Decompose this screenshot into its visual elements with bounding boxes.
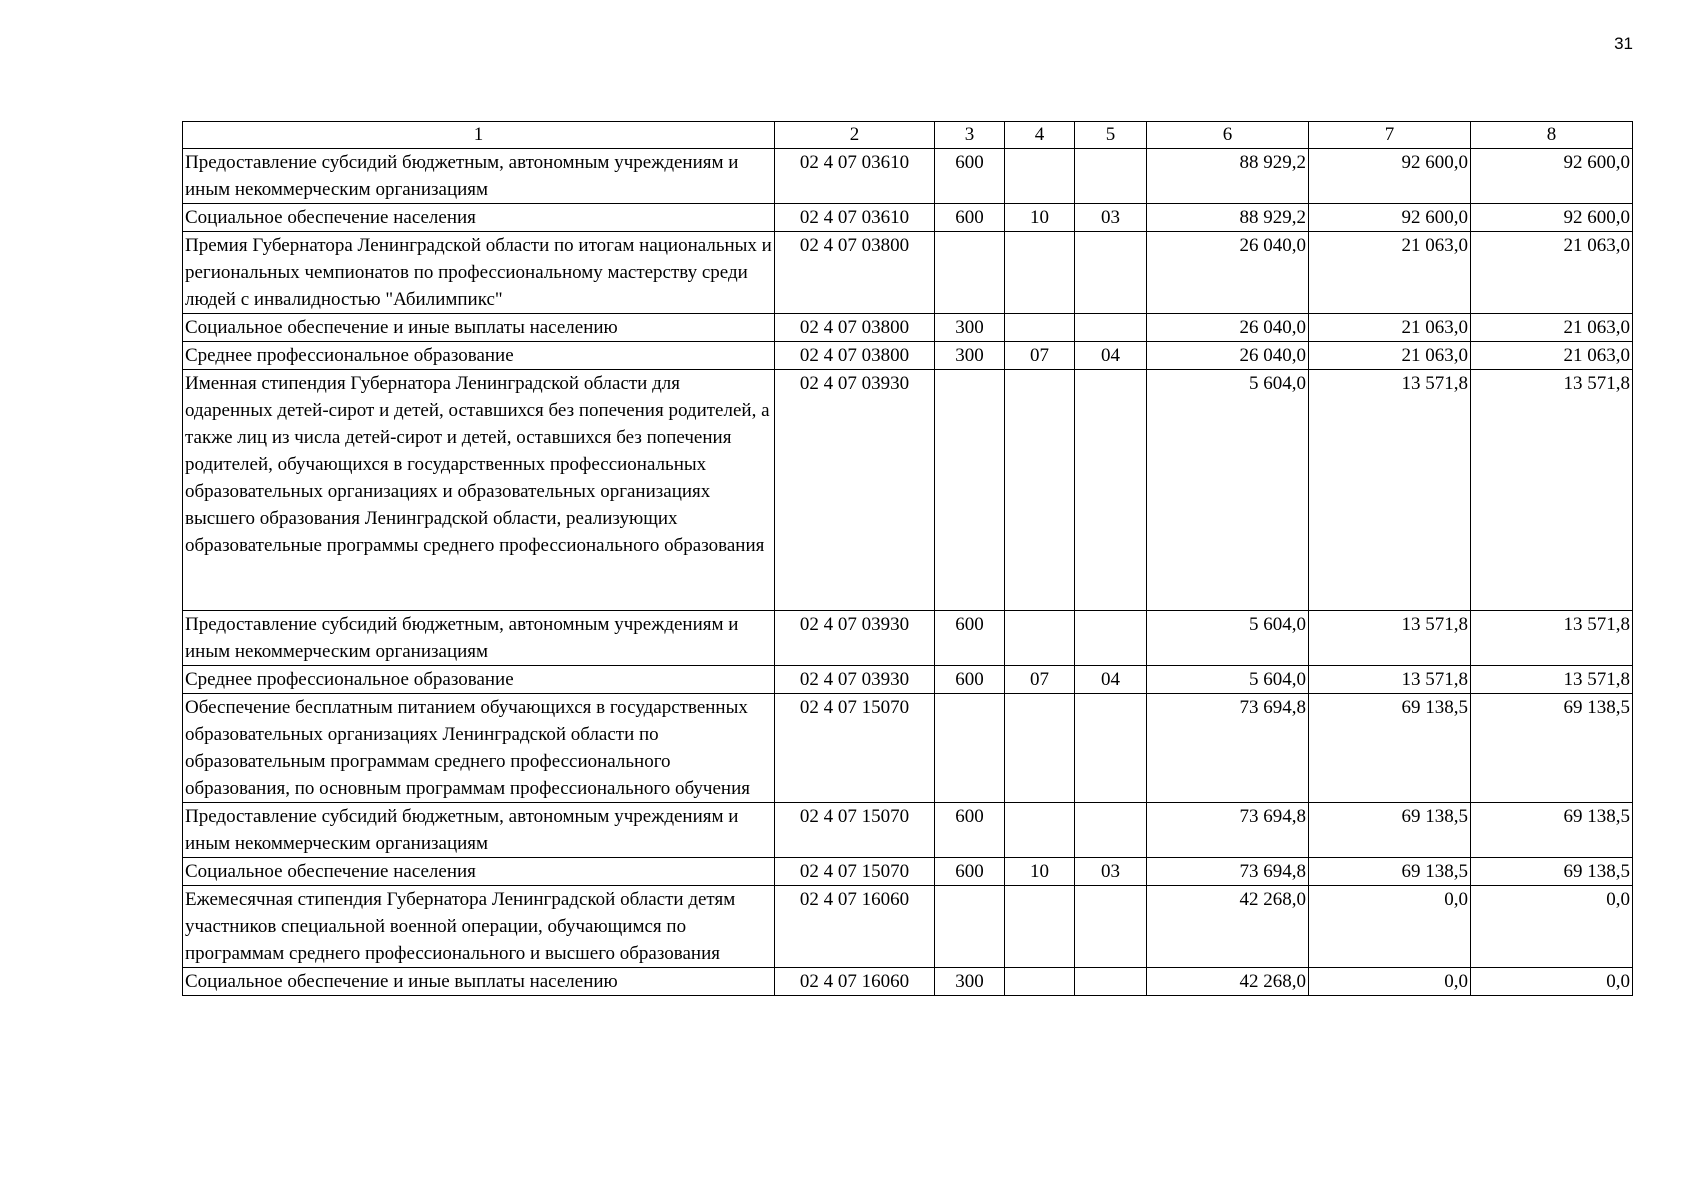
row-col7: 0,0: [1309, 886, 1471, 968]
row-col4: [1005, 803, 1075, 858]
table-row: [183, 694, 1633, 803]
row-col4: 10: [1005, 858, 1075, 886]
row-col4: [1005, 886, 1075, 968]
column-header: 2: [775, 122, 935, 149]
row-col6: 26 040,0: [1147, 342, 1309, 370]
row-col6: 73 694,8: [1147, 858, 1309, 886]
row-col6: 5 604,0: [1147, 611, 1309, 666]
row-name: Среднее профессиональное образование: [183, 666, 775, 694]
row-col5: 03: [1075, 204, 1147, 232]
row-col4: 07: [1005, 342, 1075, 370]
row-code: 02 4 07 03930: [775, 666, 935, 694]
row-name: Среднее профессиональное образование: [183, 342, 775, 370]
row-name: Предоставление субсидий бюджетным, автономным учреждениям и иным некоммерческим организациям: [183, 149, 775, 204]
row-col7: 13 571,8: [1309, 611, 1471, 666]
row-col7: 13 571,8: [1309, 370, 1471, 611]
row-col8: 21 063,0: [1471, 314, 1633, 342]
column-header: 4: [1005, 122, 1075, 149]
row-col7: 69 138,5: [1309, 803, 1471, 858]
row-name: Социальное обеспечение населения: [183, 204, 775, 232]
row-name: Социальное обеспечение и иные выплаты населению: [183, 968, 775, 996]
row-col7: 13 571,8: [1309, 666, 1471, 694]
row-col5: 03: [1075, 858, 1147, 886]
row-col5: 04: [1075, 666, 1147, 694]
budget-table: [182, 121, 1633, 996]
row-col3: [935, 370, 1005, 611]
table-row: [183, 968, 1633, 996]
column-header: 3: [935, 122, 1005, 149]
row-col6: 88 929,2: [1147, 204, 1309, 232]
row-col5: [1075, 232, 1147, 314]
row-name: Ежемесячная стипендия Губернатора Ленинградской области детям участников специальной военной операции, обучающимся по программам среднего профессионального и высшего образования: [183, 886, 775, 968]
row-code: 02 4 07 03800: [775, 232, 935, 314]
row-col6: 88 929,2: [1147, 149, 1309, 204]
row-col8: 69 138,5: [1471, 694, 1633, 803]
row-col6: 26 040,0: [1147, 314, 1309, 342]
row-col8: 92 600,0: [1471, 149, 1633, 204]
row-col7: 21 063,0: [1309, 342, 1471, 370]
column-header: 6: [1147, 122, 1309, 149]
row-code: 02 4 07 16060: [775, 968, 935, 996]
row-col3: 300: [935, 968, 1005, 996]
row-col5: [1075, 968, 1147, 996]
row-code: 02 4 07 15070: [775, 858, 935, 886]
row-code: 02 4 07 15070: [775, 694, 935, 803]
row-name: Предоставление субсидий бюджетным, автономным учреждениям и иным некоммерческим организациям: [183, 611, 775, 666]
row-col5: [1075, 314, 1147, 342]
row-col3: 600: [935, 204, 1005, 232]
row-col3: [935, 886, 1005, 968]
table-row: [183, 666, 1633, 694]
row-col6: 5 604,0: [1147, 370, 1309, 611]
table-row: [183, 886, 1633, 968]
row-col6: 26 040,0: [1147, 232, 1309, 314]
row-col3: 300: [935, 314, 1005, 342]
table-row: [183, 314, 1633, 342]
row-col4: [1005, 149, 1075, 204]
row-col8: 0,0: [1471, 968, 1633, 996]
row-col8: 0,0: [1471, 886, 1633, 968]
row-name: Премия Губернатора Ленинградской области по итогам национальных и региональных чемпионатов по профессиональному мастерству среди людей с инвалидностью "Абилимпикс": [183, 232, 775, 314]
row-col5: [1075, 803, 1147, 858]
row-col7: 0,0: [1309, 968, 1471, 996]
row-col3: 600: [935, 666, 1005, 694]
row-name: Социальное обеспечение и иные выплаты населению: [183, 314, 775, 342]
row-col4: [1005, 694, 1075, 803]
row-col3: [935, 694, 1005, 803]
row-code: 02 4 07 03800: [775, 314, 935, 342]
row-code: 02 4 07 03610: [775, 149, 935, 204]
column-header: 1: [183, 122, 775, 149]
row-col8: 13 571,8: [1471, 370, 1633, 611]
row-name: Обеспечение бесплатным питанием обучающихся в государственных образовательных организациях Ленинградской области по образовательным программам среднего профессионального образования, по основным программам профессионального обучения: [183, 694, 775, 803]
row-col6: 42 268,0: [1147, 886, 1309, 968]
row-col7: 69 138,5: [1309, 694, 1471, 803]
table-row: [183, 370, 1633, 611]
row-code: 02 4 07 16060: [775, 886, 935, 968]
table-row: [183, 611, 1633, 666]
row-name: Именная стипендия Губернатора Ленинградской области для одаренных детей-сирот и детей, оставшихся без попечения родителей, а также лиц из числа детей-сирот и детей, оставшихся без попечения родителей, обучающихся в государственных профессиональных образовательных организациях и образовательных организациях высшего образования Ленинградской области, реализующих образовательные программы среднего профессионального образования: [183, 370, 775, 611]
row-col5: [1075, 611, 1147, 666]
row-col4: [1005, 370, 1075, 611]
table-row: [183, 342, 1633, 370]
row-col6: 73 694,8: [1147, 694, 1309, 803]
row-col5: [1075, 694, 1147, 803]
row-code: 02 4 07 03930: [775, 370, 935, 611]
row-name: Предоставление субсидий бюджетным, автономным учреждениям и иным некоммерческим организациям: [183, 803, 775, 858]
row-col4: 10: [1005, 204, 1075, 232]
row-col6: 73 694,8: [1147, 803, 1309, 858]
column-header: 5: [1075, 122, 1147, 149]
row-col4: 07: [1005, 666, 1075, 694]
row-col7: 21 063,0: [1309, 232, 1471, 314]
row-col4: [1005, 611, 1075, 666]
row-col3: 600: [935, 858, 1005, 886]
row-col8: 21 063,0: [1471, 232, 1633, 314]
table-row: [183, 858, 1633, 886]
page-number: 31: [1614, 34, 1633, 53]
row-col8: 69 138,5: [1471, 858, 1633, 886]
table-row: [183, 204, 1633, 232]
row-col6: 42 268,0: [1147, 968, 1309, 996]
row-col3: [935, 232, 1005, 314]
row-col4: [1005, 232, 1075, 314]
table-row: [183, 232, 1633, 314]
row-col8: 13 571,8: [1471, 666, 1633, 694]
row-col7: 92 600,0: [1309, 149, 1471, 204]
row-col5: [1075, 149, 1147, 204]
row-col8: 69 138,5: [1471, 803, 1633, 858]
table-row: [183, 149, 1633, 204]
row-code: 02 4 07 15070: [775, 803, 935, 858]
row-col8: 21 063,0: [1471, 342, 1633, 370]
row-code: 02 4 07 03800: [775, 342, 935, 370]
row-col5: [1075, 886, 1147, 968]
row-col7: 21 063,0: [1309, 314, 1471, 342]
row-col3: 600: [935, 803, 1005, 858]
column-header: 8: [1471, 122, 1633, 149]
row-col3: 600: [935, 149, 1005, 204]
row-code: 02 4 07 03930: [775, 611, 935, 666]
row-name: Социальное обеспечение населения: [183, 858, 775, 886]
row-col3: 300: [935, 342, 1005, 370]
row-col3: 600: [935, 611, 1005, 666]
row-col8: 13 571,8: [1471, 611, 1633, 666]
row-col8: 92 600,0: [1471, 204, 1633, 232]
row-col4: [1005, 314, 1075, 342]
row-col5: 04: [1075, 342, 1147, 370]
row-col6: 5 604,0: [1147, 666, 1309, 694]
table-row: [183, 803, 1633, 858]
header-row: [183, 122, 1633, 149]
row-col5: [1075, 370, 1147, 611]
row-col4: [1005, 968, 1075, 996]
column-header: 7: [1309, 122, 1471, 149]
row-col7: 69 138,5: [1309, 858, 1471, 886]
row-code: 02 4 07 03610: [775, 204, 935, 232]
row-col7: 92 600,0: [1309, 204, 1471, 232]
